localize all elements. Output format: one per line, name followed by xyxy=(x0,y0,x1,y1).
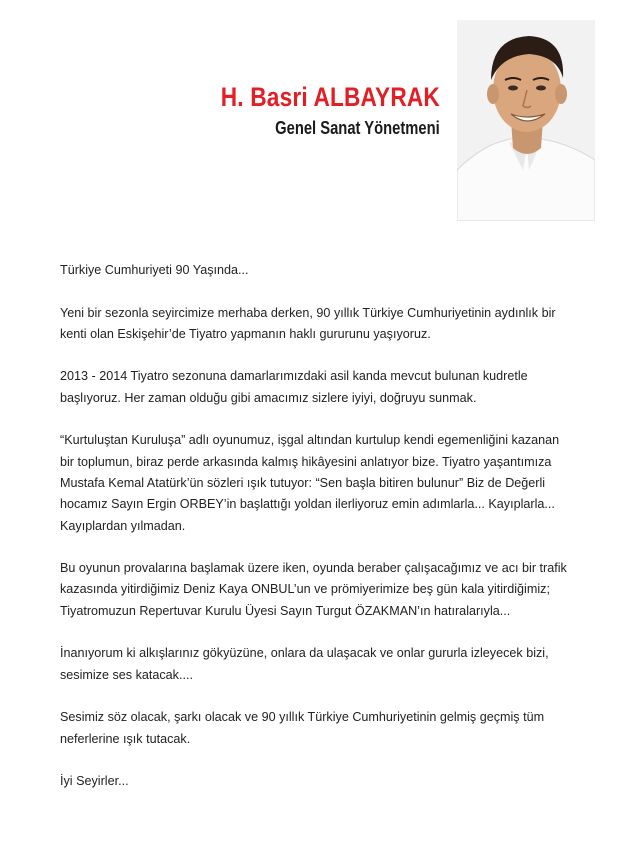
author-role: Genel Sanat Yönetmeni xyxy=(275,118,440,138)
paragraph: 2013 - 2014 Tiyatro sezonuna damarlarımızdaki asil kanda mevcut bulunan kudretle başlıyoruz. Her zaman olduğu gibi amacımız sizlere iyiyi, doğruyu sunmak. xyxy=(60,369,528,405)
author-portrait xyxy=(457,20,595,221)
paragraph: İnanıyorum ki alkışlarınız gökyüzüne, onlara da ulaşacak ve onlar gururla izleyecek bizi, sesimize ses katacak.... xyxy=(60,646,549,682)
paragraph: Bu oyunun provalarına başlamak üzere iken, oyunda beraber çalışacağımız ve acı bir trafik kazasında yitirdiğimiz Deniz Kaya ONBUL’un ve prömiyerimize beş gün kala yitirdiğimiz; Tiyatromuzun Repertuvar Kurulu Üyesi Sayın Turgut ÖZAKMAN’ın hatıralarıyla... xyxy=(60,561,567,618)
header xyxy=(0,0,630,230)
paragraph: Türkiye Cumhuriyeti 90 Yaşında... xyxy=(60,263,249,277)
letter-body xyxy=(60,260,570,792)
paragraph: Yeni bir sezonla seyircimize merhaba derken, 90 yıllık Türkiye Cumhuriyetinin aydınlık bir kenti olan Eskişehir’de Tiyatro yapmanın haklı gururunu yaşıyoruz. xyxy=(60,305,556,341)
paragraph: Sesimiz söz olacak, şarkı olacak ve 90 yıllık Türkiye Cumhuriyetinin gelmiş geçmiş tüm neferlerine ışık tutacak. xyxy=(60,710,545,746)
paragraph: “Kurtuluştan Kuruluşa” adlı oyunumuz, işgal altından kurtulup kendi egemenliğini kazanan bir toplumun, biraz perde arkasında kalmış hikâyesini anlatıyor bize. Tiyatro yaşantımıza Mustafa Kemal Atatürk’ün sözleri ışık tutuyor: “Sen başla bitiren bulunur” Biz de Değerli hocamız Sayın Ergin ORBEY’in başlattığı yoldan ilerliyoruz emin adımlarla... Kayıplarla... Kayıplardan yılmadan. xyxy=(60,433,560,533)
author-name: H. Basri ALBAYRAK xyxy=(220,82,440,112)
closing-line: İyi Seyirler... xyxy=(60,774,129,789)
